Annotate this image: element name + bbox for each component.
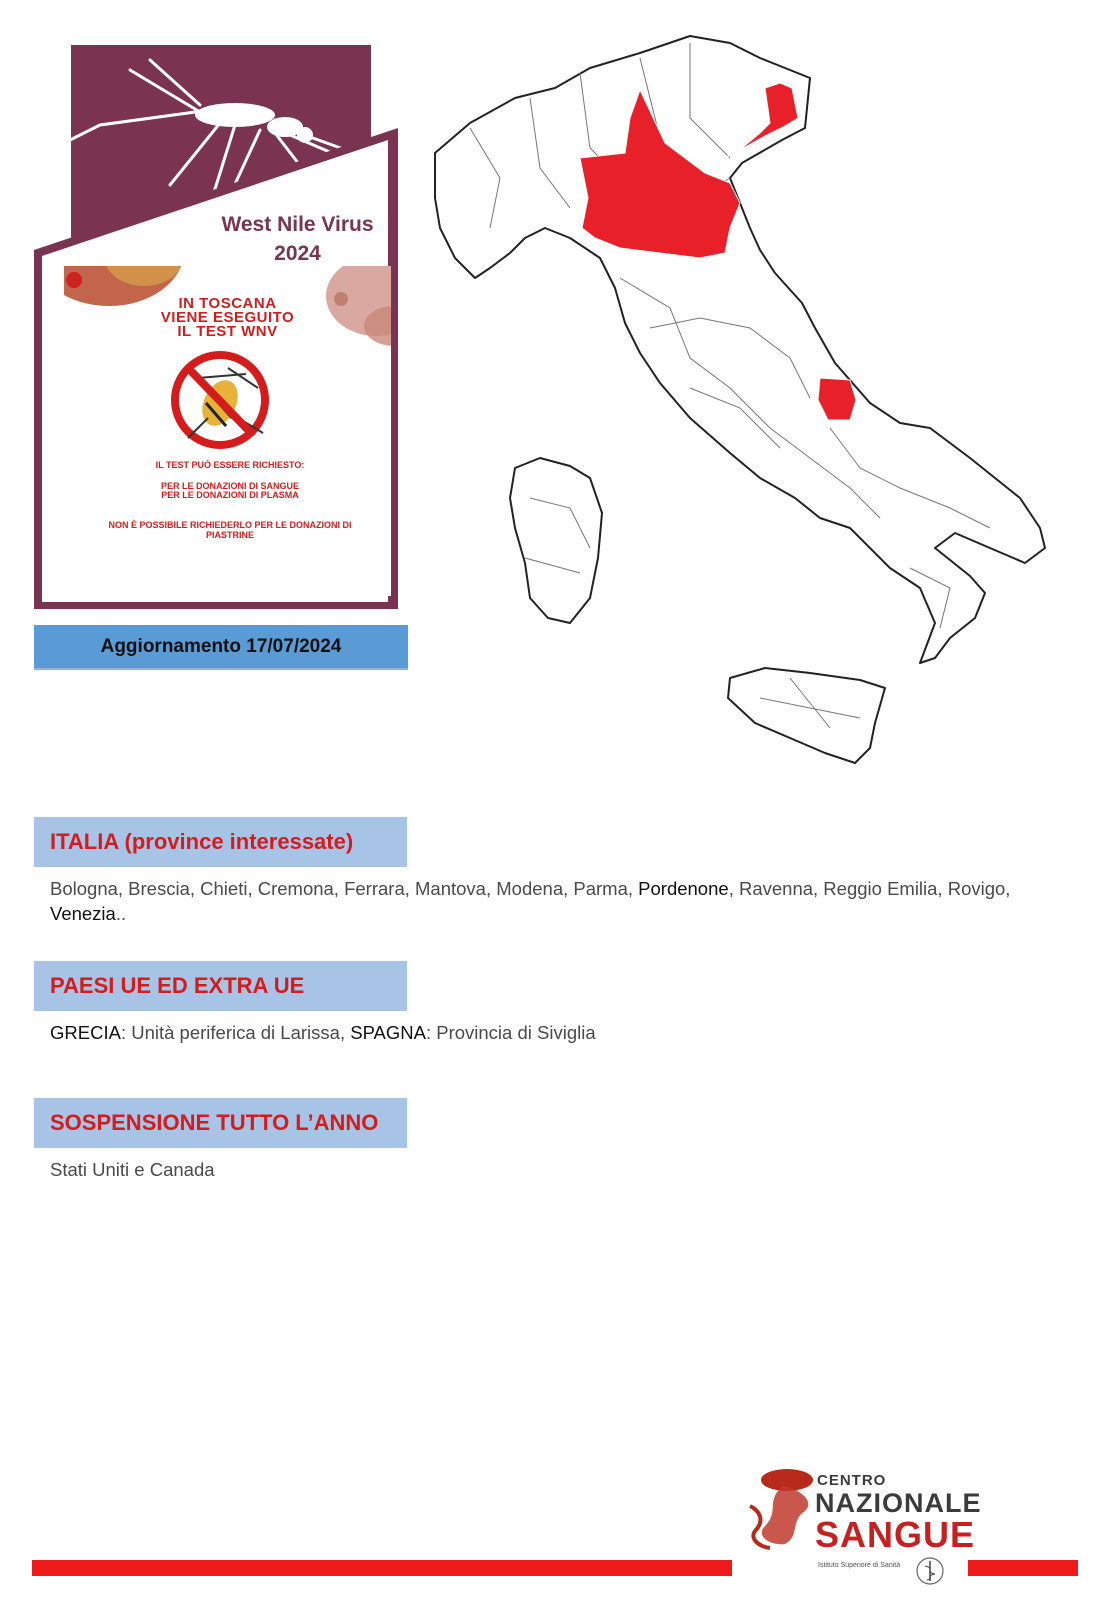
- section-sospensione-body: [50, 1157, 1050, 1182]
- section-sospensione-heading: SOSPENSIONE TUTTO L’ANNO: [34, 1098, 407, 1148]
- body-text: : Provincia di Siviglia: [425, 1022, 596, 1043]
- no-mosquito-icon: [168, 348, 276, 450]
- sardinia: [510, 458, 602, 623]
- body-text: ..: [115, 903, 127, 924]
- logo-text-sangue: SANGUE: [815, 1514, 976, 1555]
- footer-bar-right: [968, 1560, 1078, 1576]
- highlighted-place: Venezia: [50, 903, 116, 924]
- cns-logo-mark: [745, 1466, 815, 1550]
- section-paesi-heading: PAESI UE ED EXTRA UE: [34, 961, 407, 1011]
- body-text: Stati Uniti e Canada: [50, 1159, 215, 1180]
- update-date: Aggiornamento 17/07/2024: [100, 636, 342, 657]
- italy-map: [430, 28, 1060, 773]
- body-text: , Ravenna, Reggio Emilia, Rovigo,: [728, 878, 1011, 899]
- poster-blood-text: PER LE DONAZIONI DI SANGUE: [160, 481, 299, 491]
- section-italia-heading: ITALIA (province interessate): [34, 817, 407, 867]
- footer-bar-left: [32, 1560, 732, 1576]
- poster-request-text: IL TEST PUÒ ESSERE RICHIESTO:: [155, 460, 305, 470]
- highlighted-place: SPAGNA: [350, 1022, 426, 1043]
- highlighted-place: GRECIA: [50, 1022, 121, 1043]
- body-text: : Unità periferica di Larissa,: [120, 1022, 351, 1043]
- poster-title: West Nile Virus 2024: [221, 213, 374, 265]
- logo-subtitle: Istituto Superiore di Sanità: [818, 1562, 901, 1569]
- logo-text-centro: CENTRO: [817, 1472, 887, 1489]
- sicily: [728, 668, 885, 763]
- poster-platelets-text: NON È POSSIBILE RICHIEDERLO PER LE DONAZIONI DI PIASTRINE: [108, 520, 352, 540]
- iss-emblem-icon: [915, 1556, 945, 1586]
- section-paesi-body: [50, 1020, 1050, 1045]
- highlighted-place: Pordenone: [638, 878, 729, 899]
- body-text: Bologna, Brescia, Chieti, Cremona, Ferrara, Mantova, Modena, Parma,: [50, 878, 639, 899]
- poster-plasma-text: PER LE DONAZIONI DI PLASMA: [161, 490, 299, 500]
- poster-heading: IN TOSCANA VIENE ESEGUITO IL TEST WNV: [160, 295, 295, 340]
- section-italia-body: [50, 876, 1050, 926]
- logo-text-nazionale: NAZIONALE: [815, 1488, 982, 1518]
